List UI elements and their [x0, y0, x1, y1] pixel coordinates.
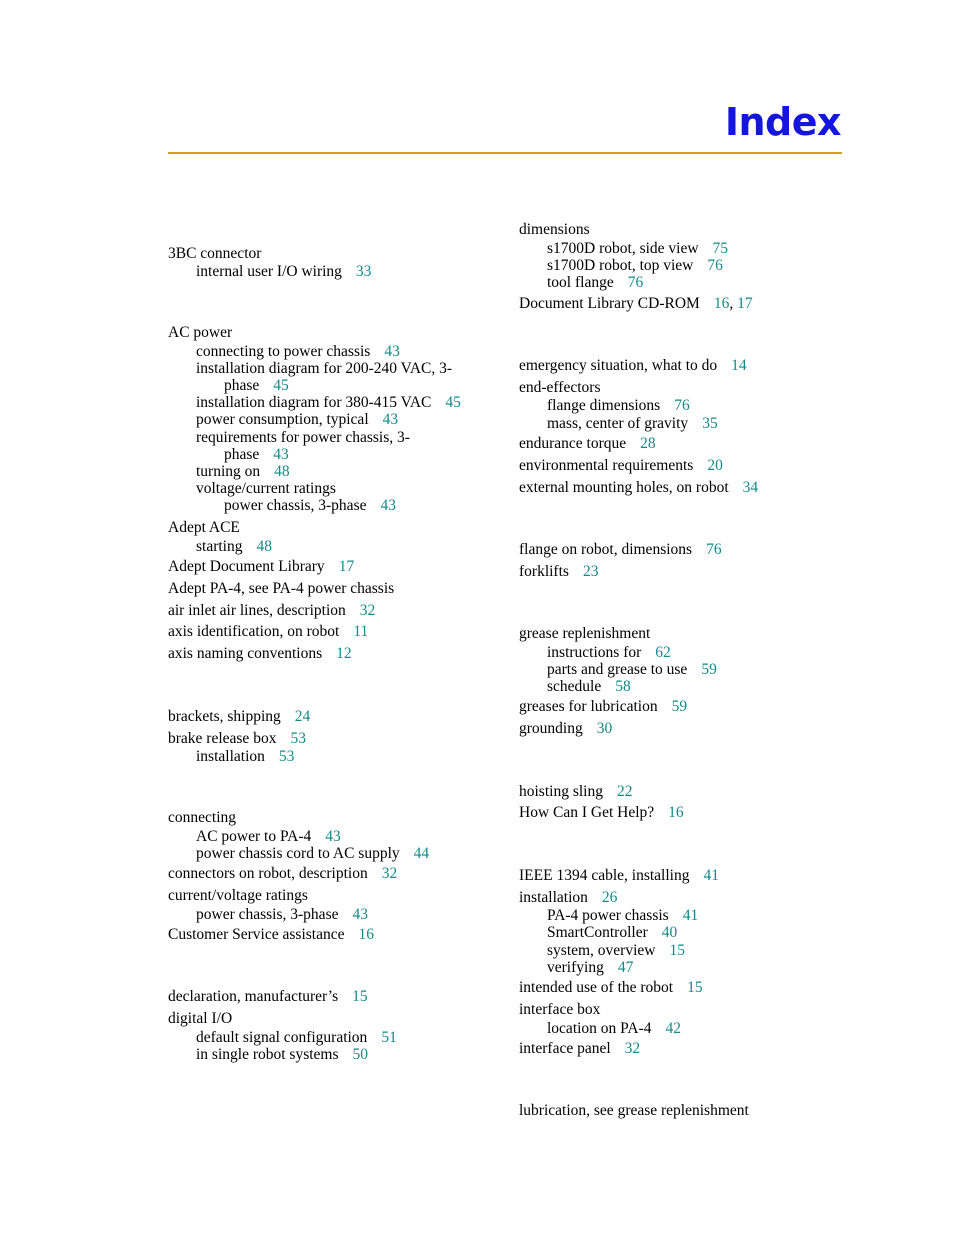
- index-entry: [547, 415, 718, 432]
- index-entry: [168, 623, 368, 640]
- page-link[interactable]: 20: [707, 457, 723, 474]
- index-entry: [196, 463, 290, 480]
- index-entry: [547, 942, 685, 959]
- page-link[interactable]: 32: [359, 602, 376, 619]
- index-entry: [168, 988, 368, 1005]
- index-term: digital I/O: [168, 1010, 233, 1027]
- index-entry: [196, 394, 461, 411]
- index-term: connecting to power chassis: [196, 343, 371, 360]
- index-entry: [168, 645, 352, 662]
- index-term: SmartController: [547, 924, 648, 941]
- index-term: end-effectors: [519, 379, 601, 396]
- page-link[interactable]: 47: [617, 959, 634, 976]
- page-link[interactable]: 41: [682, 907, 699, 924]
- index-entry: [196, 1046, 368, 1063]
- index-term: flange dimensions: [547, 397, 661, 414]
- index-entry: [519, 457, 723, 474]
- index-term: voltage/current ratings: [196, 480, 336, 497]
- index-term: AC power to PA-4: [196, 828, 312, 845]
- index-entry: [196, 828, 341, 845]
- index-entry: [519, 221, 590, 238]
- page-link[interactable]: 59: [671, 698, 688, 715]
- page-link[interactable]: 11: [353, 623, 369, 640]
- index-entry: [547, 274, 643, 291]
- index-term: endurance torque: [519, 435, 627, 452]
- index-term: default signal configuration: [196, 1029, 368, 1046]
- index-entry: [547, 1020, 681, 1037]
- page-link[interactable]: 53: [290, 730, 306, 747]
- index-term: current/voltage ratings: [168, 887, 308, 904]
- index-term: lubrication, see grease replenishment: [519, 1102, 749, 1119]
- index-term: s1700D robot, side view: [547, 240, 699, 257]
- index-entry: [168, 926, 374, 943]
- index-term: declaration, manufacturer’s: [168, 988, 339, 1005]
- index-term: interface panel: [519, 1040, 611, 1057]
- page-link[interactable]: 22: [616, 783, 633, 800]
- page-link[interactable]: 16: [713, 295, 730, 312]
- index-term: AC power: [168, 324, 233, 341]
- page-link[interactable]: 43: [384, 343, 400, 360]
- page-link[interactable]: 12: [336, 645, 352, 662]
- index-term: power chassis, 3-phase: [224, 497, 367, 514]
- index-term: verifying: [547, 959, 604, 976]
- page-link[interactable]: 16: [358, 926, 374, 943]
- index-term: air inlet air lines, description: [168, 602, 346, 619]
- page-link[interactable]: 17: [737, 295, 753, 312]
- page-link[interactable]: 44: [413, 845, 430, 862]
- index-term: tool flange: [547, 274, 614, 291]
- index-entry: [224, 446, 289, 463]
- page-link[interactable]: 33: [355, 263, 372, 280]
- index-term: installation diagram for 200-240 VAC, 3-: [196, 360, 453, 377]
- index-entry: [196, 411, 398, 428]
- index-entry: [224, 377, 289, 394]
- page-link[interactable]: 48: [274, 463, 290, 480]
- page-link[interactable]: 76: [707, 257, 723, 274]
- page-link[interactable]: 58: [615, 678, 631, 695]
- index-term: brake release box: [168, 730, 277, 747]
- index-term: Customer Service assistance: [168, 926, 345, 943]
- index-entry: [547, 661, 717, 678]
- index-term: external mounting holes, on robot: [519, 479, 729, 496]
- index-entry: [519, 979, 703, 996]
- index-term: internal user I/O wiring: [196, 263, 342, 280]
- page-link[interactable]: 48: [256, 538, 272, 555]
- index-entry: [196, 480, 336, 497]
- index-entry: [224, 497, 396, 514]
- page-link[interactable]: 76: [706, 541, 722, 558]
- index-term: How Can I Get Help?: [519, 804, 655, 821]
- index-term: starting: [196, 538, 243, 555]
- index-term: axis naming conventions: [168, 645, 323, 662]
- index-entry: [519, 804, 684, 821]
- index-entry: [519, 541, 722, 558]
- index-term: installation: [519, 889, 588, 906]
- index-entry: [196, 429, 410, 446]
- index-term: Adept Document Library: [168, 558, 325, 575]
- index-entry: [519, 563, 598, 580]
- page-link[interactable]: 17: [338, 558, 355, 575]
- index-entry: [519, 889, 617, 906]
- index-term: installation: [196, 748, 265, 765]
- index-term: emergency situation, what to do: [519, 357, 718, 374]
- index-term: forklifts: [519, 563, 569, 580]
- index-term: power chassis cord to AC supply: [196, 845, 400, 862]
- page-link[interactable]: 23: [582, 563, 599, 580]
- index-term: installation diagram for 380-415 VAC: [196, 394, 432, 411]
- index-term: turning on: [196, 463, 261, 480]
- index-entry: [168, 324, 232, 341]
- index-entry: [519, 783, 632, 800]
- page-link[interactable]: 51: [381, 1029, 397, 1046]
- index-entry: [547, 924, 677, 941]
- page-link[interactable]: 59: [701, 661, 717, 678]
- index-entry: [547, 959, 633, 976]
- page-title: Index: [724, 100, 841, 144]
- page-link[interactable]: 32: [381, 865, 398, 882]
- index-entry: [196, 343, 400, 360]
- index-term: power chassis, 3-phase: [196, 906, 339, 923]
- index-term: dimensions: [519, 221, 590, 238]
- index-entry: [168, 602, 375, 619]
- index-entry: [519, 1102, 749, 1119]
- index-entry: [519, 379, 600, 396]
- index-term: flange on robot, dimensions: [519, 541, 693, 558]
- index-entry: [196, 1029, 397, 1046]
- page-link[interactable]: 34: [742, 479, 759, 496]
- index-entry: [168, 865, 397, 882]
- page-link[interactable]: 42: [665, 1020, 681, 1037]
- index-term: connectors on robot, description: [168, 865, 368, 882]
- index-term: greases for lubrication: [519, 698, 658, 715]
- index-term: Adept PA-4, see PA-4 power chassis: [168, 580, 395, 597]
- page-link[interactable]: 15: [669, 942, 685, 959]
- index-term: brackets, shipping: [168, 708, 281, 725]
- page-link[interactable]: 62: [655, 644, 671, 661]
- page-link[interactable]: 43: [325, 828, 341, 845]
- index-term: instructions for: [547, 644, 642, 661]
- page-link[interactable]: 24: [294, 708, 311, 725]
- index-entry: [196, 360, 452, 377]
- index-term: grounding: [519, 720, 583, 737]
- index-entry: [168, 245, 261, 262]
- index-entry: [547, 257, 723, 274]
- page-link[interactable]: 14: [731, 357, 747, 374]
- index-term: Adept ACE: [168, 519, 240, 536]
- page-link[interactable]: 45: [273, 377, 289, 394]
- index-entry: [519, 357, 747, 374]
- page-link[interactable]: 28: [640, 435, 656, 452]
- page-link[interactable]: 43: [380, 497, 396, 514]
- page-link[interactable]: 16: [668, 804, 684, 821]
- index-term: parts and grease to use: [547, 661, 688, 678]
- index-term: in single robot systems: [196, 1046, 339, 1063]
- index-entry: [519, 698, 687, 715]
- index-entry: [168, 519, 240, 536]
- page-link[interactable]: 32: [624, 1040, 641, 1057]
- index-term: location on PA-4: [547, 1020, 652, 1037]
- page-link[interactable]: 43: [352, 906, 368, 923]
- index-entry: [196, 845, 429, 862]
- index-entry: [168, 730, 306, 747]
- index-entry: [547, 397, 690, 414]
- page-link[interactable]: 30: [596, 720, 613, 737]
- index-entry: [168, 1010, 232, 1027]
- index-term: requirements for power chassis, 3-: [196, 429, 410, 446]
- index-term: schedule: [547, 678, 602, 695]
- page-link[interactable]: 15: [687, 979, 703, 996]
- index-term: PA-4 power chassis: [547, 907, 669, 924]
- index-term: s1700D robot, top view: [547, 257, 694, 274]
- index-entry: [519, 1001, 600, 1018]
- page-link[interactable]: 75: [712, 240, 729, 257]
- page-link[interactable]: 50: [352, 1046, 369, 1063]
- page-link[interactable]: 35: [702, 415, 718, 432]
- index-entry: [196, 538, 272, 555]
- index-term: mass, center of gravity: [547, 415, 689, 432]
- title-rule: [168, 152, 842, 154]
- index-entry: [547, 644, 671, 661]
- index-entry: [519, 625, 650, 642]
- index-term: power consumption, typical: [196, 411, 369, 428]
- page-link[interactable]: 45: [445, 394, 461, 411]
- index-entry: [519, 1040, 640, 1057]
- page-link[interactable]: 43: [382, 411, 399, 428]
- index-entry: [519, 720, 612, 737]
- index-entry: [196, 748, 294, 765]
- page-link[interactable]: 15: [352, 988, 368, 1005]
- index-term: Document Library CD-ROM: [519, 295, 700, 312]
- index-entry: [196, 906, 368, 923]
- index-term: 3BC connector: [168, 245, 262, 262]
- index-term: phase: [224, 377, 260, 394]
- index-entry: [547, 240, 728, 257]
- index-term: system, overview: [547, 942, 656, 959]
- index-term: connecting: [168, 809, 237, 826]
- index-entry: [196, 263, 371, 280]
- index-term: grease replenishment: [519, 625, 651, 642]
- page-link[interactable]: 26: [601, 889, 618, 906]
- page-link[interactable]: 41: [703, 867, 719, 884]
- index-entry: [547, 907, 698, 924]
- index-term: interface box: [519, 1001, 601, 1018]
- page-link[interactable]: 53: [278, 748, 295, 765]
- index-entry: [168, 809, 236, 826]
- page-link[interactable]: 40: [661, 924, 678, 941]
- page-link[interactable]: 76: [627, 274, 644, 291]
- index-entry: [519, 867, 719, 884]
- index-entry: [519, 479, 758, 496]
- index-entry: Document Library CD-ROM 16, 17: [519, 295, 753, 312]
- index-term: intended use of the robot: [519, 979, 674, 996]
- index-term: hoisting sling: [519, 783, 603, 800]
- index-entry: [547, 678, 631, 695]
- index-entry: [168, 558, 354, 575]
- index-entry: [168, 887, 308, 904]
- page-link[interactable]: 43: [273, 446, 289, 463]
- index-term: phase: [224, 446, 260, 463]
- index-term: IEEE 1394 cable, installing: [519, 867, 690, 884]
- index-entry: [168, 580, 394, 597]
- page-link[interactable]: 76: [674, 397, 690, 414]
- index-term: axis identification, on robot: [168, 623, 340, 640]
- index-entry: [519, 435, 656, 452]
- index-term: environmental requirements: [519, 457, 694, 474]
- index-entry: [168, 708, 310, 725]
